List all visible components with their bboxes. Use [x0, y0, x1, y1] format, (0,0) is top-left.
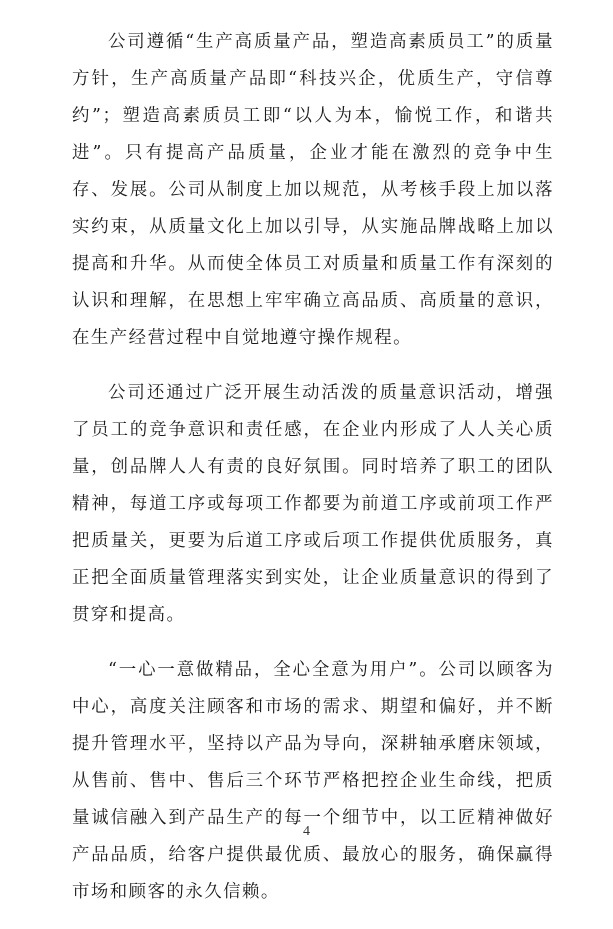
paragraph-customer-focus: “一心一意做精品，全心全意为用户”。公司以顾客为中心，高度关注顾客和市场的需求、期望和偏好，并不断提升管理水平，坚持以产品为导向，深耕轴承磨床领域，从售前、售中、售后三个环节严格把控企业生命线，把质量诚信融入到产品生产的每一个细节中，以工匠精神做好产品品质，给客户提供最优质、最放心的服务，确保赢得市场和顾客的永久信赖。 — [72, 660, 554, 902]
paragraph-quality-awareness: 公司还通过广泛开展生动活泼的质量意识活动，增强了员工的竞争意识和责任感，在企业内形成了人人关心质量，创品牌人人有责的良好氛围。同时培养了职工的团队精神，每道工序或每项工作都要为前道工序或前项工作严把质量关，更要为后道工序或后项工作提供优质服务，真正把全面质量管理落实到实处，让企业质量意识的得到了贯穿和提高。 — [72, 383, 554, 625]
body-text — [72, 24, 554, 929]
page-number: 4 — [303, 824, 310, 839]
paragraph-quality-policy: 公司遵循“生产高质量产品，塑造高素质员工”的质量方针，生产高质量产品即“科技兴企，优质生产，守信尊约”；塑造高素质员工即“以人为本，愉悦工作，和谐共进”。只有提高产品质量，企业才能在激烈的竞争中生存、发展。公司从制度上加以规范，从考核手段上加以落实约束，从质量文化上加以引导，从实施品牌战略上加以提高和升华。从而使全体员工对质量和质量工作有深刻的认识和理解，在思想上牢牢确立高品质、高质量的意识，在生产经营过程中自觉地遵守操作规程。 — [72, 32, 554, 348]
